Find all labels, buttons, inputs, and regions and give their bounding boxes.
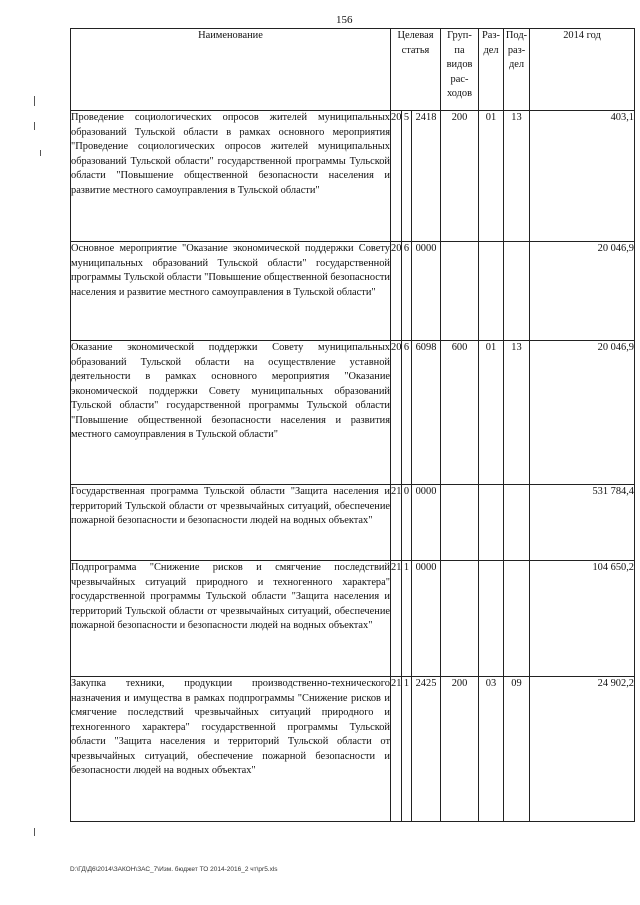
article-code-1: 20 xyxy=(391,242,402,341)
article-code-3: 0000 xyxy=(412,485,441,561)
section-code: 01 xyxy=(479,111,504,242)
table-row xyxy=(71,111,635,242)
header-year: 2014 год xyxy=(530,29,635,111)
subsection-code xyxy=(504,242,530,341)
header-target-article: Целевая статья xyxy=(391,29,441,111)
article-code-2: 1 xyxy=(402,561,412,677)
margin-mark xyxy=(34,122,35,130)
section-code xyxy=(479,242,504,341)
subsection-code: 09 xyxy=(504,677,530,822)
header-subsection: Под- раз- дел xyxy=(504,29,530,111)
article-code-2: 6 xyxy=(402,242,412,341)
margin-mark xyxy=(40,150,41,156)
margin-mark xyxy=(34,96,35,106)
row-name: Проведение социологических опросов жителей муниципальных образований Тульской области в рамках основного мероприятия "Проведение социологических опросов жителей муниципальных образований Тульской области" государственной программы Тульской области "Повышение общественной безопасности населения и развитие местного самоуправления в Тульской области" xyxy=(71,111,391,242)
article-code-1: 21 xyxy=(391,485,402,561)
table-row xyxy=(71,341,635,485)
expense-group xyxy=(441,242,479,341)
subsection-code xyxy=(504,485,530,561)
amount: 24 902,2 xyxy=(530,677,635,822)
section-code xyxy=(479,561,504,677)
article-code-3: 2418 xyxy=(412,111,441,242)
row-name: Государственная программа Тульской области "Защита населения и территорий Тульской области от чрезвычайных ситуаций, обеспечение пожарной безопасности и безопасности людей на водных объектах" xyxy=(71,485,391,561)
header-group: Груп- па видов рас- ходов xyxy=(441,29,479,111)
article-code-2: 5 xyxy=(402,111,412,242)
article-code-3: 0000 xyxy=(412,561,441,677)
header-name: Наименование xyxy=(71,29,391,111)
amount: 531 784,4 xyxy=(530,485,635,561)
margin-mark xyxy=(34,828,35,836)
table-row xyxy=(71,677,635,822)
header-section: Раз- дел xyxy=(479,29,504,111)
table-row xyxy=(71,561,635,677)
file-path-footer: D:\ГД\Д6\2014\ЗАКОН\ЗАС_7\Изм. бюджет ТО 2014-2016_2 чт\pr5.xls xyxy=(70,866,278,873)
expense-group: 600 xyxy=(441,341,479,485)
page-number: 156 xyxy=(336,14,353,26)
article-code-1: 21 xyxy=(391,677,402,822)
article-code-1: 20 xyxy=(391,341,402,485)
article-code-3: 6098 xyxy=(412,341,441,485)
section-code: 03 xyxy=(479,677,504,822)
subsection-code: 13 xyxy=(504,111,530,242)
article-code-3: 2425 xyxy=(412,677,441,822)
table-row xyxy=(71,242,635,341)
row-name: Основное мероприятие "Оказание экономической поддержки Совету муниципальных образований Тульской области" государственной программы Тульской области "Повышение общественной безопасности населения и развитие местного самоуправления в Тульской области" xyxy=(71,242,391,341)
amount: 20 046,9 xyxy=(530,341,635,485)
row-name: Закупка техники, продукции производственно-технического назначения и имущества в рамках подпрограммы "Снижение рисков и смягчение последствий чрезвычайных ситуаций природного и техногенного характера" государственной программы Тульской области "Защита населения и территорий Тульской области от чрезвычайных ситуаций, обеспечение пожарной безопасности и безопасности людей на водных объектах" xyxy=(71,677,391,822)
section-code: 01 xyxy=(479,341,504,485)
expense-group: 200 xyxy=(441,677,479,822)
article-code-3: 0000 xyxy=(412,242,441,341)
article-code-1: 21 xyxy=(391,561,402,677)
article-code-1: 20 xyxy=(391,111,402,242)
row-name: Подпрограмма "Снижение рисков и смягчение последствий чрезвычайных ситуаций природного и техногенного характера" государственной программы Тульской области "Защита населения и территорий Тульской области от чрезвычайных ситуаций, обеспечение пожарной безопасности и безопасности людей на водных объектах" xyxy=(71,561,391,677)
amount: 20 046,9 xyxy=(530,242,635,341)
table-row xyxy=(71,485,635,561)
expense-group: 200 xyxy=(441,111,479,242)
expense-group xyxy=(441,485,479,561)
article-code-2: 1 xyxy=(402,677,412,822)
subsection-code xyxy=(504,561,530,677)
budget-table xyxy=(70,28,635,822)
article-code-2: 6 xyxy=(402,341,412,485)
expense-group xyxy=(441,561,479,677)
header-row xyxy=(71,29,635,111)
subsection-code: 13 xyxy=(504,341,530,485)
amount: 403,1 xyxy=(530,111,635,242)
article-code-2: 0 xyxy=(402,485,412,561)
amount: 104 650,2 xyxy=(530,561,635,677)
section-code xyxy=(479,485,504,561)
row-name: Оказание экономической поддержки Совету муниципальных образований Тульской области на осуществление уставной деятельности в рамках основного мероприятия "Оказание экономической поддержки Совету муниципальных образований Тульской области" государственной программы Тульской области "Повышение общественной безопасности населения и развития местного самоуправления в Тульской области" xyxy=(71,341,391,485)
